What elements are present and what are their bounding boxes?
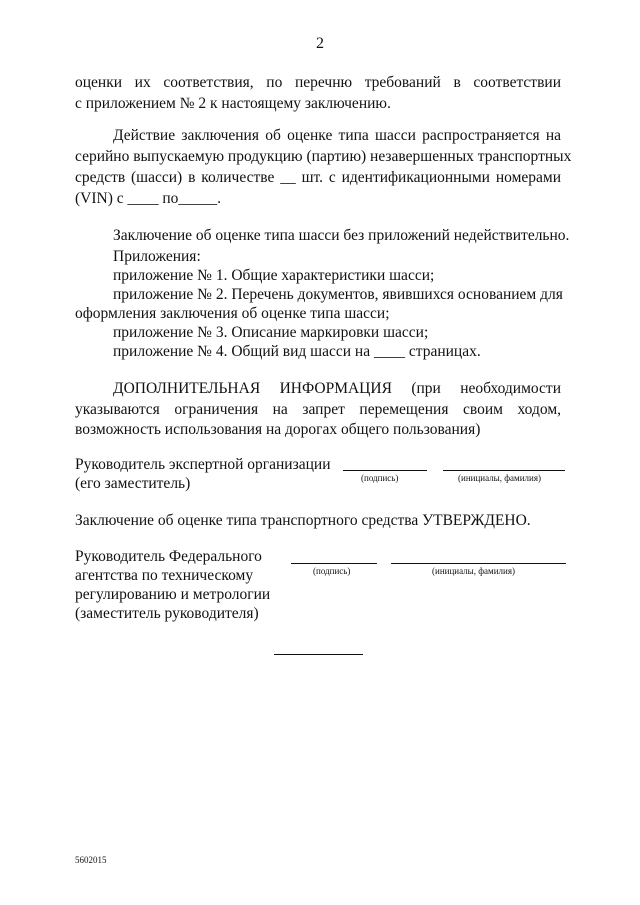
expert-name-line xyxy=(443,470,565,471)
appendix-2-line1: приложение № 2. Перечень документов, явившихся основанием для xyxy=(113,286,563,303)
document-code: 5602015 xyxy=(75,855,107,865)
para2-line2: серийно выпускаемую продукцию (партию) незавершенных транспортных xyxy=(75,148,572,165)
para1-line1: оценки их соответствия, по перечню требований в соответствии xyxy=(75,74,561,91)
appendix-1: приложение № 1. Общие характеристики шасси; xyxy=(113,267,435,284)
expert-signature-line xyxy=(343,470,427,471)
appendices-heading: Приложения: xyxy=(113,248,201,265)
para2-line1: Действие заключения об оценке типа шасси распространяется на xyxy=(113,127,561,144)
agency-signature-line xyxy=(291,563,377,564)
expert-head-title-line1: Руководитель экспертной организации xyxy=(75,456,331,473)
expert-signature-caption: (подпись) xyxy=(361,473,399,483)
expert-head-title-line2: (его заместитель) xyxy=(75,475,191,492)
agency-name-caption: (инициалы, фамилия) xyxy=(432,566,515,576)
agency-head-title-line1: Руководитель Федерального xyxy=(75,548,262,565)
agency-name-line xyxy=(391,563,566,564)
appendix-2-line2: оформления заключения об оценке типа шасси; xyxy=(75,305,390,322)
appendix-4: приложение № 4. Общий вид шасси на ____ страницах. xyxy=(113,343,481,360)
agency-signature-caption: (подпись) xyxy=(313,566,351,576)
end-separator-line xyxy=(274,654,363,655)
agency-head-title-line4: (заместитель руководителя) xyxy=(75,605,259,622)
validity-statement: Заключение об оценке типа шасси без приложений недействительно. xyxy=(113,227,570,244)
expert-name-caption: (инициалы, фамилия) xyxy=(458,473,541,483)
para1-line2: с приложением № 2 к настоящему заключению. xyxy=(75,95,391,112)
para2-line3: средств (шасси) в количестве __ шт. с идентификационными номерами xyxy=(75,169,561,186)
agency-head-title-line3: регулированию и метрологии xyxy=(75,586,271,603)
additional-info-line2: указываются ограничения на запрет перемещения своим ходом, xyxy=(75,401,561,418)
additional-info-line3: возможность использования на дорогах общего пользования) xyxy=(75,421,481,438)
para2-line4: (VIN) с ____ по_____. xyxy=(75,190,222,207)
appendix-3: приложение № 3. Описание маркировки шасси; xyxy=(113,324,429,341)
page-number: 2 xyxy=(316,35,324,52)
additional-info-line1: ДОПОЛНИТЕЛЬНАЯ ИНФОРМАЦИЯ (при необходимости xyxy=(113,380,561,397)
approval-statement: Заключение об оценке типа транспортного средства УТВЕРЖДЕНО. xyxy=(75,512,531,529)
agency-head-title-line2: агентства по техническому xyxy=(75,567,254,584)
